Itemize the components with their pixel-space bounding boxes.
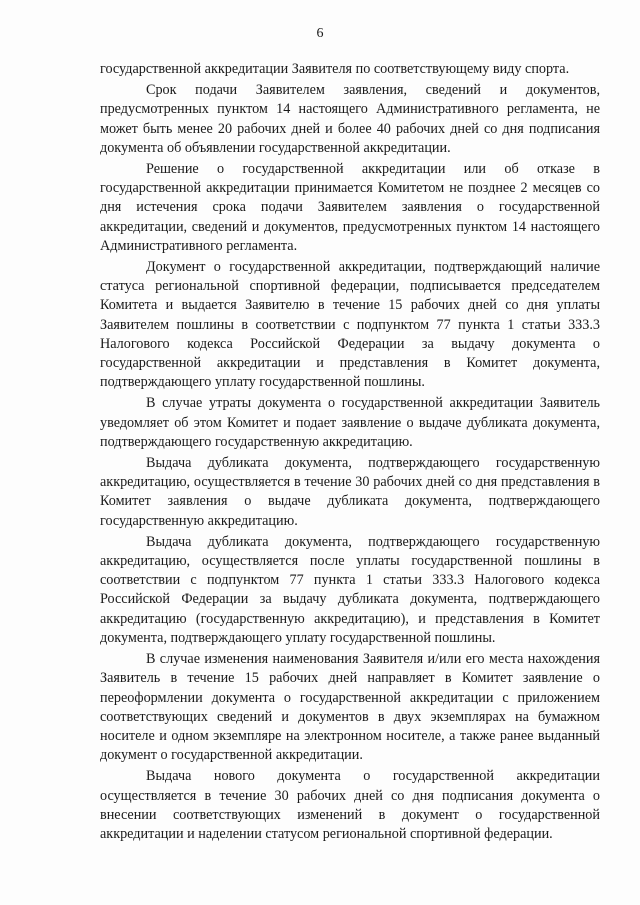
paragraph-3: Решение о государственной аккредитации или об отказе в государственной аккредитации принимается Комитетом не позднее 2 месяцев со дня истечения срока подачи Заявителем заявления о государственной аккредитации, сведений и документов, предусмотренных пунктом 14 настоящего Административного регламента.	[100, 161, 600, 254]
paragraph-2: Срок подачи Заявителем заявления, сведений и документов, предусмотренных пунктом 14 настоящего Административного регламента, не может быть менее 20 рабочих дней и более 40 рабочих дней со дня подписания документа об объявлении государственной аккредитации.	[100, 82, 600, 156]
paragraph-8: В случае изменения наименования Заявителя и/или его места нахождения Заявитель в течение 15 рабочих дней направляет в Комитет заявление о переоформлении документа о государственной аккредитации с приложением соответствующих сведений и документов в двух экземплярах на бумажном носителе и одном экземпляре на электронном носителе, а также ранее выданный документ о государственной аккредитации.	[100, 651, 600, 764]
page-number: 6	[316, 26, 324, 41]
document-body	[100, 60, 600, 844]
paragraph-1: государственной аккредитации Заявителя по соответствующему виду спорта.	[100, 61, 570, 77]
paragraph-9: Выдача нового документа о государственной аккредитации осуществляется в течение 30 рабочих дней со дня подписания документа о внесении соответствующих изменений в документ о государственной аккредитации и наделении статусом региональной спортивной федерации.	[100, 768, 600, 842]
paragraph-7: Выдача дубликата документа, подтверждающего государственную аккредитацию, осуществляется после уплаты государственной пошлины в соответствии с подпунктом 77 пункта 1 статьи 333.3 Налогового кодекса Российской Федерации за выдачу дубликата документа, подтверждающего аккредитацию (государственную аккредитацию), и представления в Комитет документа, подтверждающего уплату государственной пошлины.	[100, 533, 600, 646]
paragraph-5: В случае утраты документа о государственной аккредитации Заявитель уведомляет об этом Комитет и подает заявление о выдаче дубликата документа, подтверждающего государственную аккредитацию.	[100, 395, 600, 450]
paragraph-4: Документ о государственной аккредитации, подтверждающий наличие статуса региональной спортивной федерации, подписывается председателем Комитета и выдается Заявителю в течение 15 рабочих дней со дня уплаты Заявителем пошлины в соответствии с подпунктом 77 пункта 1 статьи 333.3 Налогового кодекса Российской Федерации за выдачу документа о государственной аккредитации и представления в Комитет документа, подтверждающего уплату государственной пошлины.	[100, 259, 600, 391]
paragraph-6: Выдача дубликата документа, подтверждающего государственную аккредитацию, осуществляется в течение 30 рабочих дней со дня представления в Комитет заявления о выдаче дубликата документа, подтверждающего государственную аккредитацию.	[100, 455, 600, 529]
